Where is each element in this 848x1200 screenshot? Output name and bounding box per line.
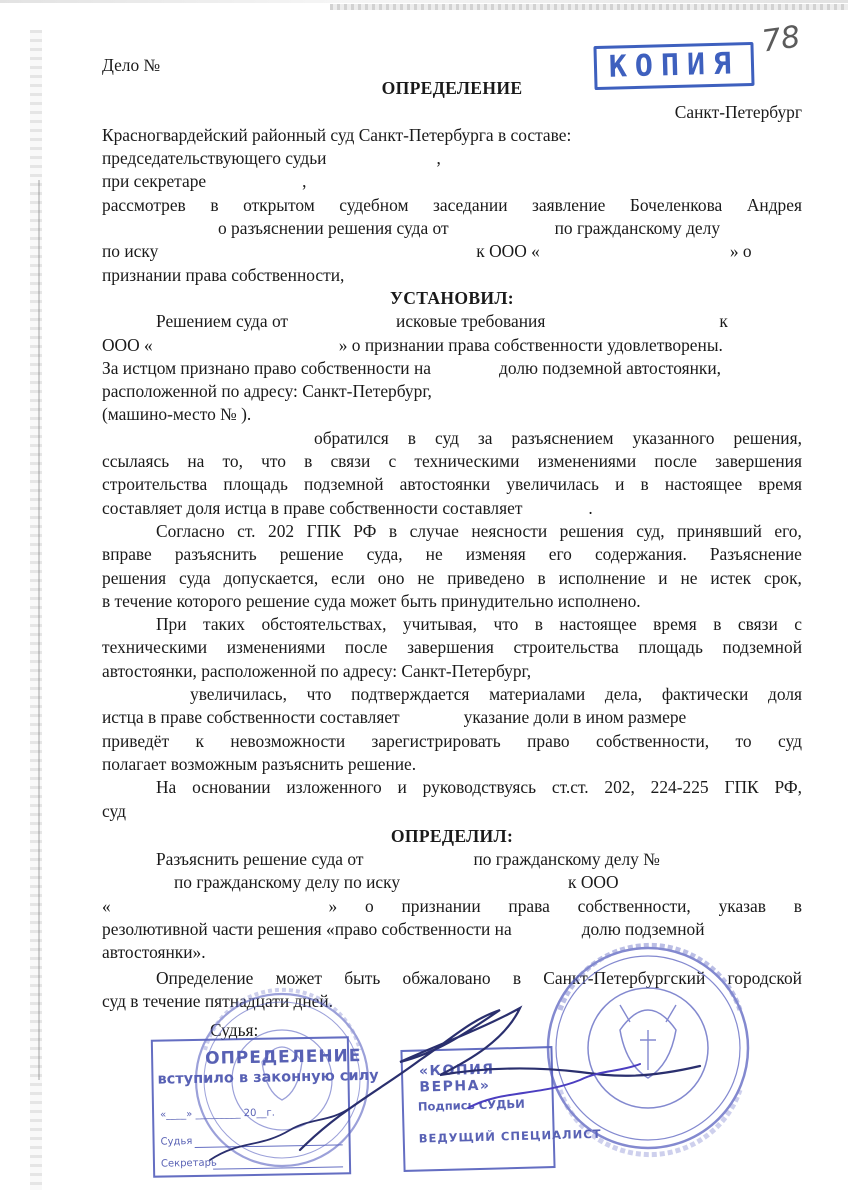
copy-correct-stamp-title: «КОПИЯ ВЕРНА» (418, 1061, 495, 1096)
p4-line-3: автостоянки, расположенной по адресу: Санкт-Петербург, (102, 660, 532, 681)
p4-line-2: техническими изменениями после завершения строительства площадь подземной (102, 637, 802, 658)
p4-line-7: полагает возможным разъяснить решение. (102, 753, 417, 774)
p4-line-6: приведёт к невозможности зарегистрировать право собственности, то суд (102, 730, 802, 751)
city-label: Санкт-Петербург (674, 101, 802, 122)
d1-line-5: автостоянки». (102, 942, 206, 963)
p1-line-4: расположенной по адресу: Санкт-Петербург, (102, 381, 432, 402)
legal-force-stamp-judge: Судья (160, 1136, 193, 1148)
intro-line-5: о разъяснении решения суда от по гражданскому делу (218, 218, 721, 239)
d1-line-4: резолютивной части решения «право собственности на долю подземной (102, 918, 705, 939)
judge-signature-label: Судья: (210, 1020, 259, 1040)
legal-force-stamp (151, 1036, 379, 1177)
legal-force-stamp-title: ОПРЕДЕЛЕНИЕ (204, 1046, 362, 1069)
p1-line-5: (машино-место № ). (102, 404, 252, 425)
legal-force-stamp-date: «____» _________ 20__г. (160, 1107, 275, 1121)
document-body (102, 54, 802, 1013)
intro-line-7: признании права собственности, (102, 264, 345, 285)
p5-line-2: суд (102, 800, 126, 821)
copy-stamp: КОПИЯ (593, 42, 754, 90)
p2-line-2: ссылаясь на то, что в связи с техническими изменениями после завершения (102, 451, 802, 472)
intro-line-1: Красногвардейский районный суд Санкт-Петербурга в составе: (102, 124, 572, 145)
intro-line-6: по иску к ООО « » о (102, 241, 752, 262)
p1-line-3: За истцом признано право собственности на долю подземной автостоянки, (102, 357, 722, 378)
p2-line-4: составляет доля истца в праве собственности составляет . (102, 497, 593, 518)
p1-line-1: Решением суда от исковые требования к (156, 311, 728, 332)
handwritten-page-number: 78 (759, 19, 803, 60)
p3-line-3: решения суда допускается, если оно не приведено в исполнение и не истек срок, (102, 567, 802, 588)
legal-force-stamp-subtitle: вступило в законную силу (157, 1067, 379, 1088)
p4-line-5: истца в праве собственности составляет указание доли в ином размере (102, 707, 687, 728)
p4-line-4: увеличилась, что подтверждается материалами дела, фактически доля (190, 684, 802, 705)
case-number-label: Дело № (102, 55, 161, 75)
intro-line-4: рассмотрев в открытом судебном заседании заявление Бочеленкова Андрея (102, 194, 802, 215)
d1-line-2: по гражданскому делу по иску к ООО (174, 872, 619, 893)
d2-line-2: суд в течение пятнадцати дней. (102, 990, 334, 1011)
d1-line-3: « » о признании права собственности, указав в (102, 895, 802, 916)
legal-force-stamp-secretary: Секретарь (160, 1157, 217, 1170)
copy-correct-stamp-role: ВЕДУЩИЙ СПЕЦИАЛИСТ (418, 1126, 602, 1146)
p4-line-1: При таких обстоятельствах, учитывая, что в настоящее время в связи с (156, 614, 802, 635)
document-title: ОПРЕДЕЛЕНИЕ (381, 78, 523, 99)
p2-line-1: обратился в суд за разъяснением указанного решения, (314, 427, 802, 448)
p3-line-2: вправе разъяснить решение суда, не изменяя его содержания. Разъяснение (102, 544, 802, 565)
p1-line-2: ООО « » о признании права собственности удовлетворены. (102, 334, 723, 355)
section-heading-established: УСТАНОВИЛ: (390, 287, 514, 308)
p3-line-1: Согласно ст. 202 ГПК РФ в случае неясности решения суд, принявший его, (156, 520, 802, 541)
intro-line-3: при секретаре , (102, 171, 307, 192)
intro-line-2: председательствующего судьи , (102, 148, 441, 169)
p2-line-3: строительства площадь подземной автостоянки увеличилась и в настоящее время (102, 474, 802, 495)
copy-correct-stamp (400, 1046, 602, 1172)
d2-line-1: Определение может быть обжаловано в Санкт-Петербургский городской (156, 967, 802, 988)
p3-line-4: в течение которого решение суда может быть принудительно исполнено. (102, 590, 641, 611)
p5-line-1: На основании изложенного и руководствуясь ст.ст. 202, 224-225 ГПК РФ, (156, 777, 802, 798)
d1-line-1: Разъяснить решение суда от по гражданскому делу № (156, 849, 660, 870)
section-heading-determined: ОПРЕДЕЛИЛ: (390, 825, 514, 846)
copy-correct-stamp-signature: Подпись СУДЬИ (417, 1096, 525, 1114)
